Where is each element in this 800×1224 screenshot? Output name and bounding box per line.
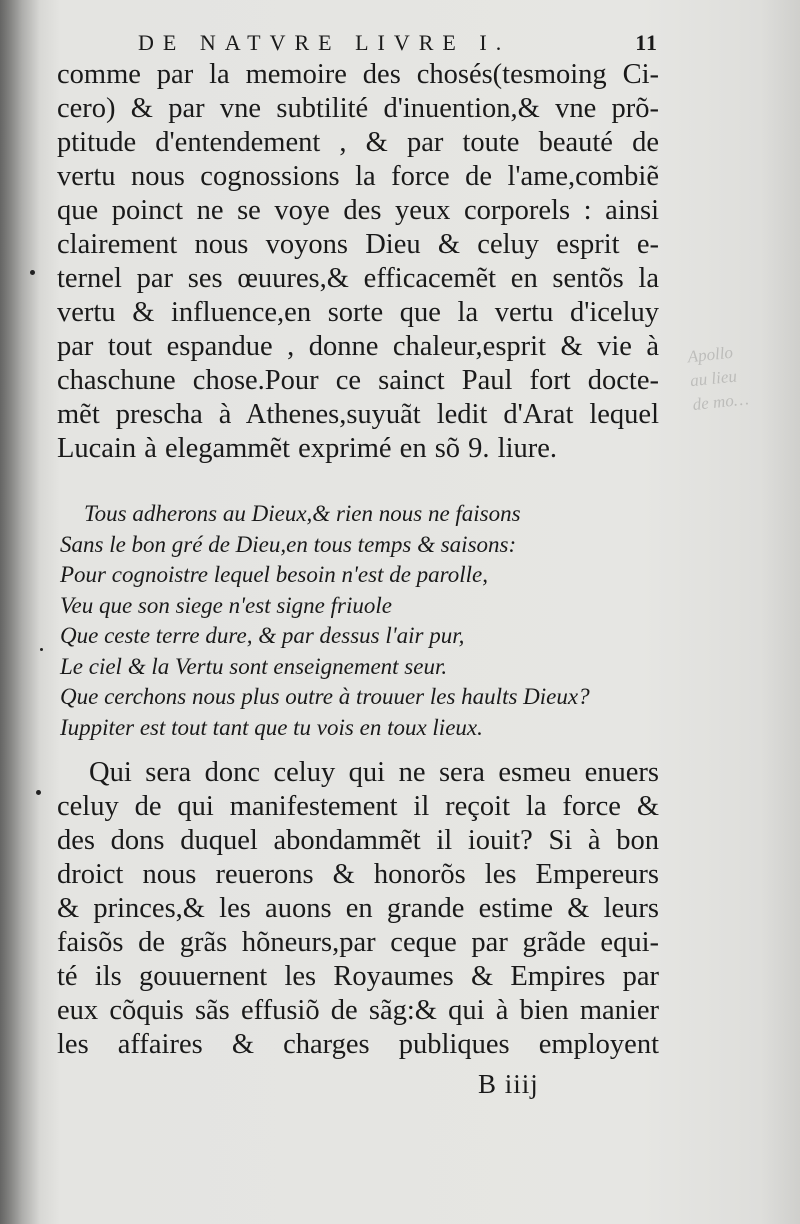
text-line: cero) & par vne subtilité d'inuention,& vne prõ-: [57, 93, 659, 124]
text-line: comme par la memoire des chosés(tesmoing Ci-: [57, 59, 659, 90]
text-line: droict nous reuerons & honorõs les Empereurs: [57, 859, 659, 890]
text-line: ptitude d'entendement , & par toute beauté de: [57, 127, 659, 158]
text-line: eux cõquis sãs effusiõ de sãg:& qui à bien manier: [57, 995, 659, 1026]
verse-line: Sans le bon gré de Dieu,en tous temps & saisons:: [60, 531, 517, 557]
text-line: Qui sera donc celuy qui ne sera esmeu enuers: [89, 757, 659, 788]
text-line: mẽt prescha à Athenes,suyuãt ledit d'Arat lequel: [57, 399, 659, 430]
folio-number: 11: [635, 30, 658, 55]
text-line: faisõs de grãs hõneurs,par ceque par grãde equi-: [57, 927, 659, 958]
prose-block-2: [57, 756, 659, 1062]
show-through-margin-note: Apollo au lieu de mo…: [686, 342, 750, 415]
gutter-shadow: [0, 0, 40, 1224]
verse-block: [60, 499, 680, 743]
text-line: celuy de qui manifestement il reçoit la force &: [57, 791, 659, 822]
signature-mark: B iiij: [478, 1069, 539, 1099]
running-title: DE NATVRE LIVRE I.: [138, 30, 511, 55]
ink-speck: [36, 790, 41, 795]
verse-line: Tous adherons au Dieux,& rien nous ne faisons: [84, 501, 521, 526]
prose-block-1: [57, 58, 659, 466]
verse-line: Veu que son siege n'est signe friuole: [60, 592, 392, 618]
text-line: des dons duquel abondammẽt il iouit? Si à bon: [57, 825, 659, 856]
text-line: ternel par ses œuures,& efficacemẽt en sentõs la: [57, 263, 659, 294]
verse-line: Pour cognoistre lequel besoin n'est de parolle,: [60, 562, 489, 587]
text-line: Lucain à elegammẽt exprimé en sõ 9. liure.: [57, 433, 558, 464]
ink-speck: [30, 270, 35, 275]
text-line: vertu nous cognossions la force de l'ame,combiẽ: [57, 161, 659, 192]
text-line: chaschune chose.Pour ce sainct Paul fort docte-: [57, 365, 659, 396]
text-line: les affaires & charges publiques employent: [57, 1029, 659, 1060]
verse-line: Iuppiter est tout tant que tu vois en toux lieux.: [60, 714, 483, 740]
text-line: clairement nous voyons Dieu & celuy esprit e-: [57, 229, 659, 260]
running-header: [138, 30, 658, 56]
ink-speck: [40, 648, 43, 651]
text-line: que poinct ne se voye des yeux corporels : ainsi: [57, 195, 659, 226]
text-line: vertu & influence,en sorte que la vertu d'iceluy: [57, 297, 659, 328]
text-line: & princes,& les auons en grande estime & leurs: [57, 893, 659, 924]
text-line: par tout espandue , donne chaleur,esprit & vie à: [57, 331, 659, 362]
text-line: té ils gouuernent les Royaumes & Empires par: [57, 961, 659, 992]
verse-line: Que ceste terre dure, & par dessus l'air pur,: [60, 623, 465, 648]
verse-line: Le ciel & la Vertu sont enseignement seur.: [60, 653, 448, 679]
verse-line: Que cerchons nous plus outre à trouuer les haults Dieux?: [60, 684, 590, 709]
